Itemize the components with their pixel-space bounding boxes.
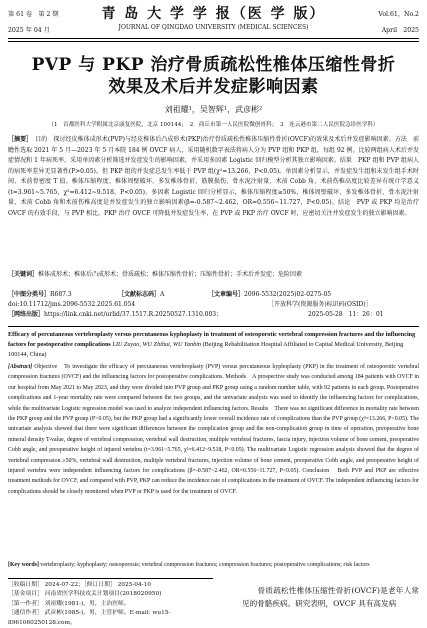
footnote-received: ［收稿日期］ 2024-07-22；［修订日期］ 2025-04-10 <box>8 582 151 588</box>
article-metadata <box>8 290 419 320</box>
running-header <box>8 5 419 39</box>
footnote-first-author: ［第一作者］ 刘祖耀(1981-)，男，主治医师。 <box>8 600 130 607</box>
abstract-en-text: Objective To investigate the efficacy of percutaneous vertebroplasty (PVP) versus percutaneous kyphoplasty (PKP) in the treatment of osteoporotic vertebral compression fractures (OVCF) and the influencing factors for postoperative complications. Methods A prospective study was conducted among 184 patients with OVCF in our hospital from May 2021 to May 2023, and they were divided into PVP group and PKP group using a random number table, with 92 patients in each group. Postoperative complications and 1-year mortality rate were compared between the two groups, and the univariate analysis was used to identify the influencing factors for complications, while the multivariate Logistic regression model was used to analyze independent influencing factors. Results There was no significant difference in mortality rate between the PKP group and the PVP group (P>0.05), but the PKP group had a significantly lower overall incidence rate of complications than the PVP group (χ²=13.266, P<0.05). The univariate analysis showed that there were significant differences between the complication group and the non-complication group in time of operation, preoperative bone mineral density T-value, degree of vertebral compression, vertebral wall destruction, multiple vertebral fractures, fascia injury, injection volume of bone cement, preoperative Cobb angle, and preoperative height of injured vertebra (t=3.961~5.765, χ²=6.412~9.518, P<0.05). The multivariate Logistic regression analysis showed that the degree of vertebral compression ≥50%, vertebral wall destruction, multiple vertebral fractures, injection volume of bone cement, preoperative Cobb angle, and preoperative height of injured vertebra were independent influencing factors for complications (β=-0.587~2.462, OR=0.556~11.727, P<0.05). Conclusion Both PVP and PKP are effective treatment methods for OVCF, and compared with PVP, PKP can reduce the incidence rate of complications in the treatment of OVCF. The independent influencing factors for complications should be closely monitored when PVP or PKP is used for the treatment of OVCF. <box>8 364 419 495</box>
doi[interactable]: doi:10.11712/jms.2096-5532.2025.61.054 <box>8 301 136 308</box>
volume-issue-cn: 第 61 卷 第 2 期 <box>8 11 59 18</box>
author-list: 刘祖耀¹，吴智辉¹，武彦彬² <box>164 105 263 114</box>
journal-name <box>78 5 349 33</box>
keywords-en-text: vertebroplasty; kyphoplasty; osteoporosis; vertebral compression fractures; compression fractures; postoperative complications; risk factors <box>38 562 370 568</box>
abstract-cn-label: ［摘要］ <box>8 136 30 143</box>
header-rule-thick <box>8 38 419 39</box>
abstract-cn-text: 目的 探讨经皮椎体成形术(PVP)与经皮椎体后凸成形术(PKP)治疗骨质疏松性椎体压缩性骨折(OVCF)的效果及术后并发症影响因素。方法 前瞻性选取 2021 年 5 月—2023 年 5 月本院 184 例 OVCF 病人，采用随机数字表法将病人分为 PVP 组和 PKP 组，每组 92 例。比较两组病人术后并发症情况和 1 年病死率，采用单因素分析筛选并发症发生的影响因素，并采用多因素 Logistic 回归模型分析其独立影响因素。结果 PKP 组和 PVP 组病人的病死率差异无显著性(P>0.05)，但 PKP 组的并发症总发生率低于 PVP 组(χ²=13.266，P<0.05)。单因素分析显示，并发症发生组和未发生组手术时间、术前骨密度 T 值、椎体压缩程度、椎体周壁破坏、多发椎体骨折、筋膜损伤、骨水泥注射量、术前 Cobb 角、术前伤椎高度比较差异有统计学意义(t=3.961~5.765，χ²=6.412~9.518，P<0.05)。多因素 Logistic 回归分析显示，椎体压缩程度≥50%、椎体周壁破坏、多发椎体骨折、骨水泥注射量、术前 Cobb 角和术前伤椎高度是并发症发生的独立影响因素(β=-0.587~2.462，OR=0.556~11.727，P<0.05)。结论 PVP 或 PKP 均是治疗 OVCF 的有效手段，与 PVP 相比，PKP 治疗 OVCF 可降低并发症发生率，在 PVP 或 PKP 治疗 OVCF 时，应密切关注并发症发生的独立影响因素。 <box>8 136 419 217</box>
header-left <box>8 7 59 39</box>
affiliations: （1 首都医科大学附属北京康复医院，北京 100144； 2 商丘市第一人民医院微创骨科； 3 连云港市第二人民医院急诊医学科） <box>48 122 379 128</box>
cnki-date: 2025-05-28 11：26：01 <box>308 311 384 318</box>
section-rule <box>8 326 419 327</box>
authors-en: LIU Zuyao, WU Zhihui, WU Yanbin <box>112 341 202 348</box>
article-number-label: ［文章编号］ <box>208 291 245 298</box>
body-text-start: 骨质疏松性椎体压缩性骨折(OVCF)是老年人常见的骨骼疾病。研究表明，OVCF 具有高发病 <box>242 586 419 608</box>
cnki-label: ［网络出版］ <box>8 311 45 318</box>
clc-label: ［中图分类号］ <box>8 291 51 298</box>
keywords-en <box>8 560 419 570</box>
volume-issue-en: Vol.61，No.2 <box>378 11 419 18</box>
article-number: 2096-5532(2025)02-0275-05 <box>244 291 332 298</box>
clc-code: R687.3 <box>50 291 72 298</box>
header-rule-thin <box>8 41 419 42</box>
keywords-cn-label: ［关键词］ <box>8 271 39 278</box>
footnote-corresponding-author: ［通信作者］ 武彦彬(1985-)，男，主管护师。E-mail: wu15-8961060250128.com。 <box>8 610 171 626</box>
keywords-cn-text: 椎体成形术；椎体后凸成形术；骨质疏松；椎体压缩性骨折；压缩性骨折；手术后并发症；危险因素 <box>38 271 303 278</box>
footnote-funding: ［基金项目］ 河南省医学科技攻关计划项目(2018020950) <box>8 591 162 598</box>
oscid-label: ［开放科学(资源服务)标识码(OSID)］ <box>268 301 372 308</box>
english-title-block <box>8 330 419 360</box>
keywords-cn <box>8 270 419 280</box>
abstract-en <box>8 362 419 497</box>
abstract-en-label: [Abstract] <box>8 364 33 370</box>
abstract-cn <box>8 135 419 219</box>
title-en: Efficacy of percutaneous vertebroplasty versus percutaneous kyphoplasty in treatment of osteoporotic vertebral compression fractures and the influencing factors for postoperative complications <box>8 331 416 348</box>
title-line-2: 效果及术后并发症影响因素 <box>108 77 319 97</box>
article-title <box>8 54 419 98</box>
institution-en: (Beijing Rehabilitation Hospital Affiliated to Capital Medical University, Beijing 100144, China) <box>8 341 404 358</box>
doc-code: A <box>160 291 165 298</box>
cnki-link[interactable]: https://link.cnki.net/urlid/37.1517.R.20250527.1310.003； <box>44 311 223 318</box>
footnotes <box>8 578 213 628</box>
doc-code-label: ［文献标志码］ <box>118 291 161 298</box>
title-line-1: PVP 与 PKP 治疗骨质疏松性椎体压缩性骨折 <box>31 55 396 75</box>
date-cn: 2025 年 04 月 <box>8 27 50 34</box>
keywords-en-label: [Key words] <box>8 562 39 568</box>
header-right <box>378 7 419 39</box>
date-en: April 2025 <box>381 27 419 34</box>
journal-name-en: JOURNAL OF QINGDAO UNIVERSITY (MEDICAL SCIENCES) <box>118 24 309 31</box>
journal-name-cn: 青 岛 大 学 学 报（医 学 版） <box>101 6 326 22</box>
